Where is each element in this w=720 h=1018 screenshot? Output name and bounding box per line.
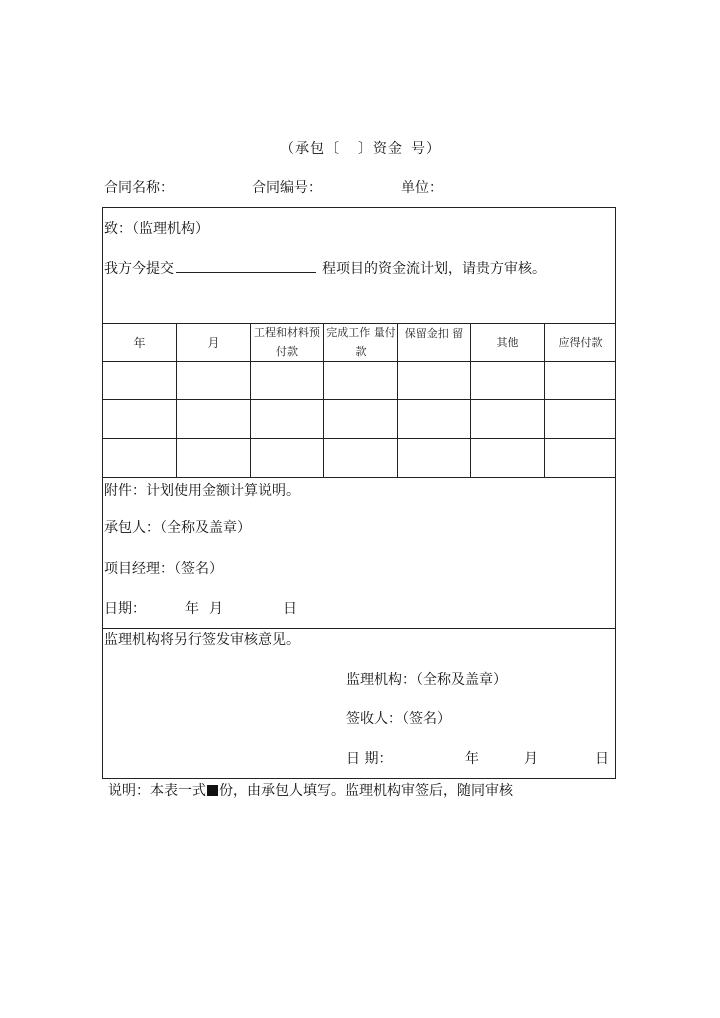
col-header-retention: 保留金扣 留 [404,327,464,340]
supervisor-date-day: 日 [595,751,609,767]
table-row-line [103,438,615,439]
title-open: （承包〔 [280,141,340,157]
receiver-label: 签收人：（签名） [346,711,451,727]
title-mid: 〕资金 [358,141,403,157]
supervisor-opinion: 监理机构将另行签发审核意见。 [104,632,300,648]
contractor-date-day: 日 [283,601,297,617]
unit-label: 单位： [401,180,443,196]
contract-name-label: 合同名称： [104,180,174,196]
supervisor-date-label: 日 期： [346,751,393,767]
table-header-line [103,361,615,362]
col-header-due: 应得付款 [558,335,603,349]
supervisor-org-label: 监理机构：（全称及盖章） [346,672,507,688]
project-blank[interactable] [176,260,316,273]
note-after: 份，由承包人填写。监理机构审签后，随同审核 [219,783,513,799]
addressee: 致：（监理机构） [104,221,209,237]
submit-suffix: 程项目的资金流计划，请贵方审核。 [322,261,546,277]
form-title [280,138,441,158]
submit-prefix: 我方今提交 [104,261,174,277]
submit-line [104,258,546,278]
col-header-month: 月 [207,335,220,350]
note-before: 说明：本表一式 [108,783,206,799]
attachment-note: 附件：计划使用金额计算说明。 [104,483,300,499]
col-header-work-payment: 完成工作 量付款 [326,325,396,358]
col-header-year: 年 [133,335,146,350]
col-header-advance: 工程和材料预付款 [254,325,320,358]
copies-square-icon [207,785,218,796]
contractor-label: 承包人：（全称及盖章） [104,520,251,536]
title-end: 号） [411,141,441,157]
supervisor-date-year: 年 [465,751,479,767]
contractor-date-month: 月 [209,601,223,617]
col-header-other: 其他 [496,335,519,349]
table-row-line [103,399,615,400]
contract-no-label: 合同编号： [252,180,322,196]
form-frame [102,207,616,779]
table-bottom-line [103,477,615,478]
contractor-date-year: 年 [185,601,199,617]
supervisor-date-month: 月 [524,751,538,767]
project-manager-label: 项目经理：（签名） [104,561,223,577]
footer-note [108,780,513,800]
contractor-date-label: 日期： [104,601,146,617]
